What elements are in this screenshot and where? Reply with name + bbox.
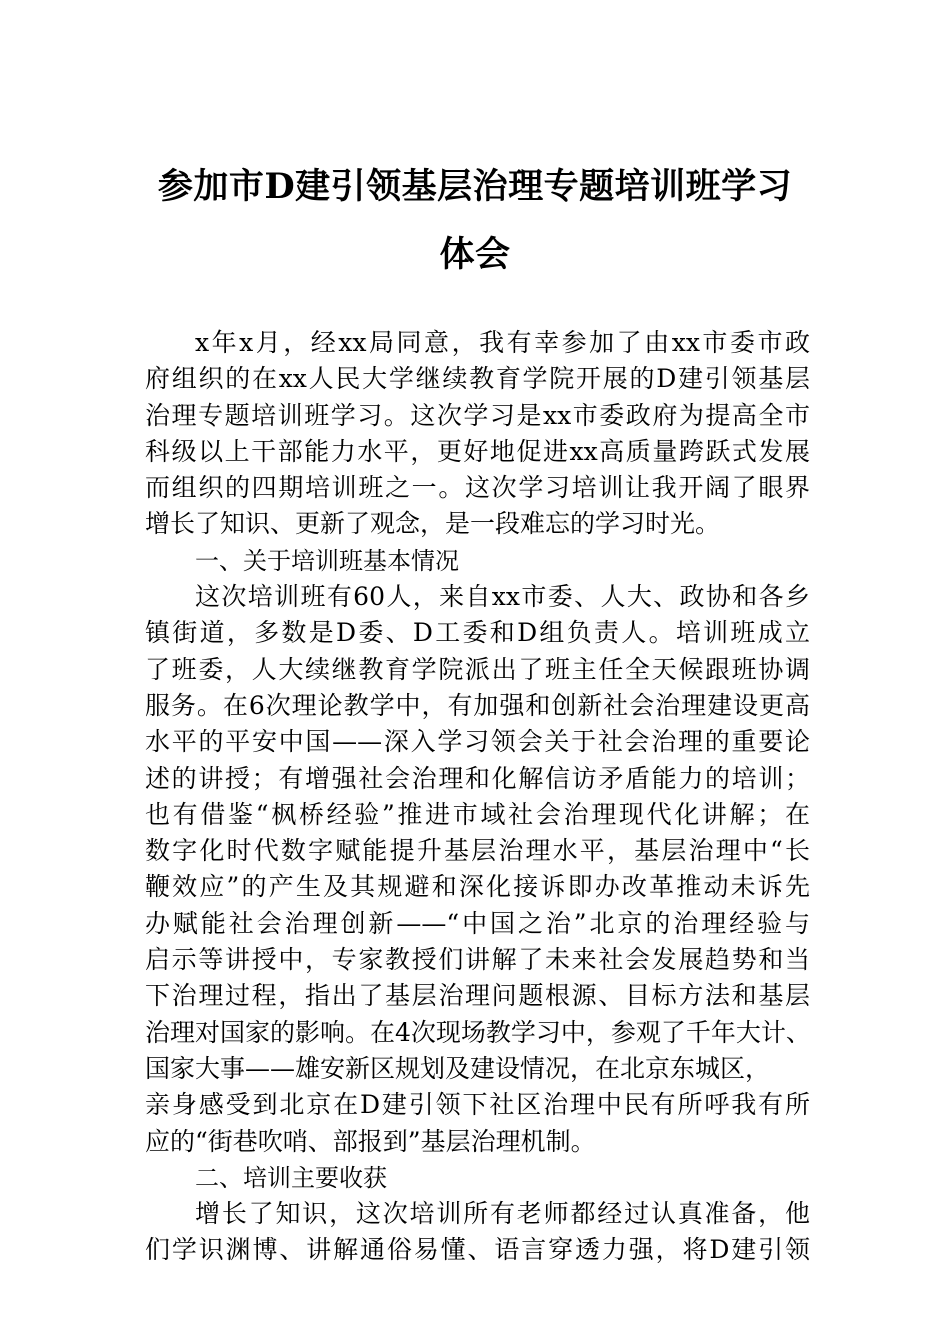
paragraph-2-line: 这次培训班有60人，来自xx市委、人大、政协和各乡	[195, 582, 810, 612]
paragraph-1-line: x年x月，经xx局同意，我有幸参加了由xx市委市政	[195, 328, 810, 357]
paragraph-2-line: 治理对国家的影响。在4次现场教学习中，参观了千年大计、	[145, 1017, 811, 1047]
paragraph-2-line: 也有借鉴“枫桥经验”推进市域社会治理现代化讲解；在	[145, 799, 810, 829]
paragraph-2-line: 下治理过程，指出了基层治理问题根源、目标方法和基层	[145, 981, 810, 1011]
paragraph-2-line: 国家大事——雄安新区规划及建设情况，在北京东城区，	[145, 1053, 771, 1083]
paragraph-2-line: 服务。在6次理论教学中，有加强和创新社会治理建设更高	[145, 690, 810, 720]
paragraph-1-line: 治理专题培训班学习。这次学习是xx市委政府为提高全市	[145, 400, 810, 430]
paragraph-2-line: 启示等讲授中，专家教授们讲解了未来社会发展趋势和当	[145, 945, 810, 975]
document-title-line-2: 体会	[439, 234, 511, 275]
document-body	[145, 325, 810, 1269]
paragraph-2-line: 鞭效应”的产生及其规避和深化接诉即办改革推动未诉先	[145, 872, 810, 902]
paragraph-2-line: 数字化时代数字赋能提升基层治理水平，基层治理中“长	[145, 836, 810, 866]
paragraph-2-line: 述的讲授；有增强社会治理和化解信访矛盾能力的培训；	[145, 763, 810, 793]
document-title-line-1: 参加市D建引领基层治理专题培训班学习	[157, 166, 793, 207]
paragraph-2-line: 亲身感受到北京在D建引领下社区治理中民有所呼我有所	[145, 1090, 810, 1120]
paragraph-1-line: 而组织的四期培训班之一。这次学习培训让我开阔了眼界	[145, 473, 810, 503]
paragraph-2-line: 了班委，人大续继教育学院派出了班主任全天候跟班协调	[145, 654, 810, 684]
paragraph-1-line: 府组织的在xx人民大学继续教育学院开展的D建引领基层	[145, 364, 810, 394]
paragraph-2-line: 水平的平安中国——深入学习领会关于社会治理的重要论	[145, 727, 810, 757]
section-heading-2: 二、培训主要收获	[195, 1163, 387, 1192]
paragraph-2-line: 应的“街巷吹哨、部报到”基层治理机制。	[145, 1126, 596, 1156]
paragraph-3-line: 增长了知识，这次培训所有老师都经过认真准备，他	[195, 1199, 810, 1229]
section-heading-1: 一、关于培训班基本情况	[195, 546, 459, 575]
paragraph-2-line: 镇街道，多数是D委、D工委和D组负责人。培训班成立	[145, 618, 810, 648]
paragraph-1-line: 增长了知识、更新了观念，是一段难忘的学习时光。	[145, 509, 721, 539]
paragraph-1-line: 科级以上干部能力水平，更好地促进xx高质量跨跃式发展	[145, 436, 810, 466]
paragraph-2-line: 办赋能社会治理创新——“中国之治”北京的治理经验与	[145, 908, 810, 938]
paragraph-3-line: 们学识渊博、讲解通俗易懂、语言穿透力强，将D建引领	[145, 1235, 810, 1265]
